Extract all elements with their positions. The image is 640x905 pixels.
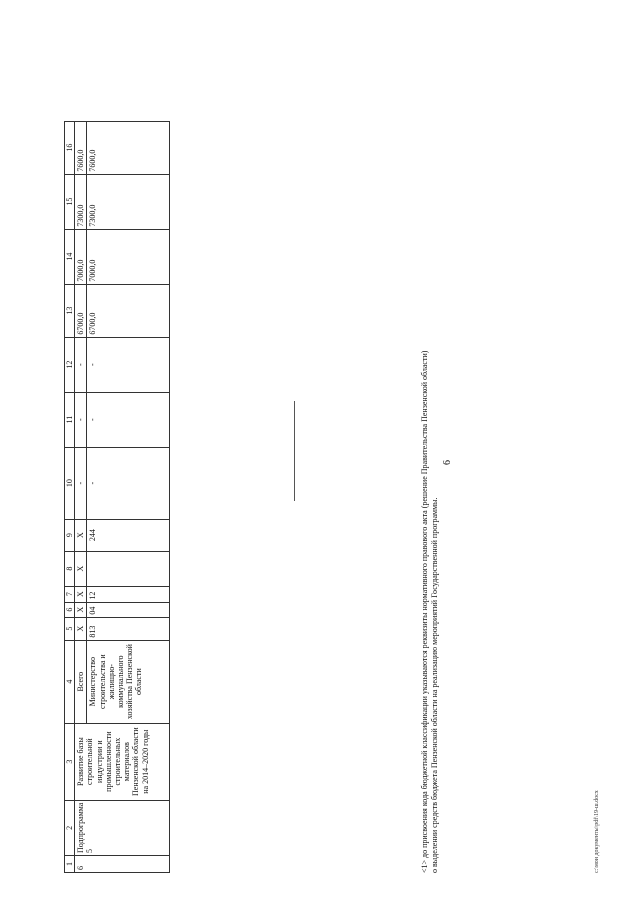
footnote (420, 233, 440, 873)
table-cell: 04 (87, 602, 170, 617)
file-path-footer: c:\мои документы\pdf\19-ш.docx (594, 790, 600, 873)
header-cell: 8 (65, 551, 75, 586)
header-cell: 3 (65, 723, 75, 800)
table-cell: - (75, 447, 87, 519)
table-cell (87, 551, 170, 586)
table-cell: 6700,0 (75, 284, 87, 337)
table-cell: - (87, 447, 170, 519)
header-cell: 10 (65, 447, 75, 519)
header-cell: 1 (65, 856, 75, 873)
header-cell: 5 (65, 617, 75, 640)
row-number-cell: 6 (75, 856, 170, 873)
table-cell: - (75, 337, 87, 392)
table-cell: X (75, 602, 87, 617)
header-cell: 12 (65, 337, 75, 392)
table-cell: 7600,0 (75, 121, 87, 174)
footnote-line: <1> до присвоения кода бюджетной классификации указываются реквизиты нормативного правового акта (решение Правительства Пензенской области) (420, 350, 429, 873)
table-cell: X (75, 551, 87, 586)
table-cell: 813 (87, 617, 170, 640)
budget-table (64, 121, 170, 873)
header-cell: 13 (65, 284, 75, 337)
page-number: 6 (442, 460, 453, 465)
header-cell: 11 (65, 392, 75, 447)
table-cell: 7300,0 (87, 174, 170, 229)
subprogram-name-cell: Развитие базы строительной индустрии и промышленности строительных материалов Пензенской области на 2014–2020 годы (75, 723, 170, 800)
table-cell: 7000,0 (87, 229, 170, 284)
table-cell: 7300,0 (75, 174, 87, 229)
header-cell: 9 (65, 519, 75, 551)
header-cell: 14 (65, 229, 75, 284)
table-cell: - (87, 392, 170, 447)
table-cell: - (75, 392, 87, 447)
ministry-label-cell: Министерство строительства и жилищно-коммунального хозяйства Пензенской области (87, 640, 170, 723)
table-cell: 6700,0 (87, 284, 170, 337)
header-cell: 16 (65, 121, 75, 174)
table-header-row (65, 121, 75, 872)
table-cell: 7000,0 (75, 229, 87, 284)
header-cell: 6 (65, 602, 75, 617)
subprogram-cell: Подпрограмма 5 (75, 800, 170, 855)
table-row-total (75, 121, 87, 872)
table-cell: 7600,0 (87, 121, 170, 174)
total-label-cell: Всего (75, 640, 87, 723)
header-cell: 4 (65, 640, 75, 723)
table-cell: 244 (87, 519, 170, 551)
table-cell: X (75, 617, 87, 640)
table-cell: X (75, 519, 87, 551)
table-cell: 12 (87, 586, 170, 602)
divider-line (294, 401, 295, 501)
header-cell: 2 (65, 800, 75, 855)
table-cell: - (87, 337, 170, 392)
header-cell: 7 (65, 586, 75, 602)
header-cell: 15 (65, 174, 75, 229)
table-cell: X (75, 586, 87, 602)
footnote-line: о выделении средств бюджета Пензенской области на реализацию мероприятий Государственной программы. (430, 497, 439, 873)
